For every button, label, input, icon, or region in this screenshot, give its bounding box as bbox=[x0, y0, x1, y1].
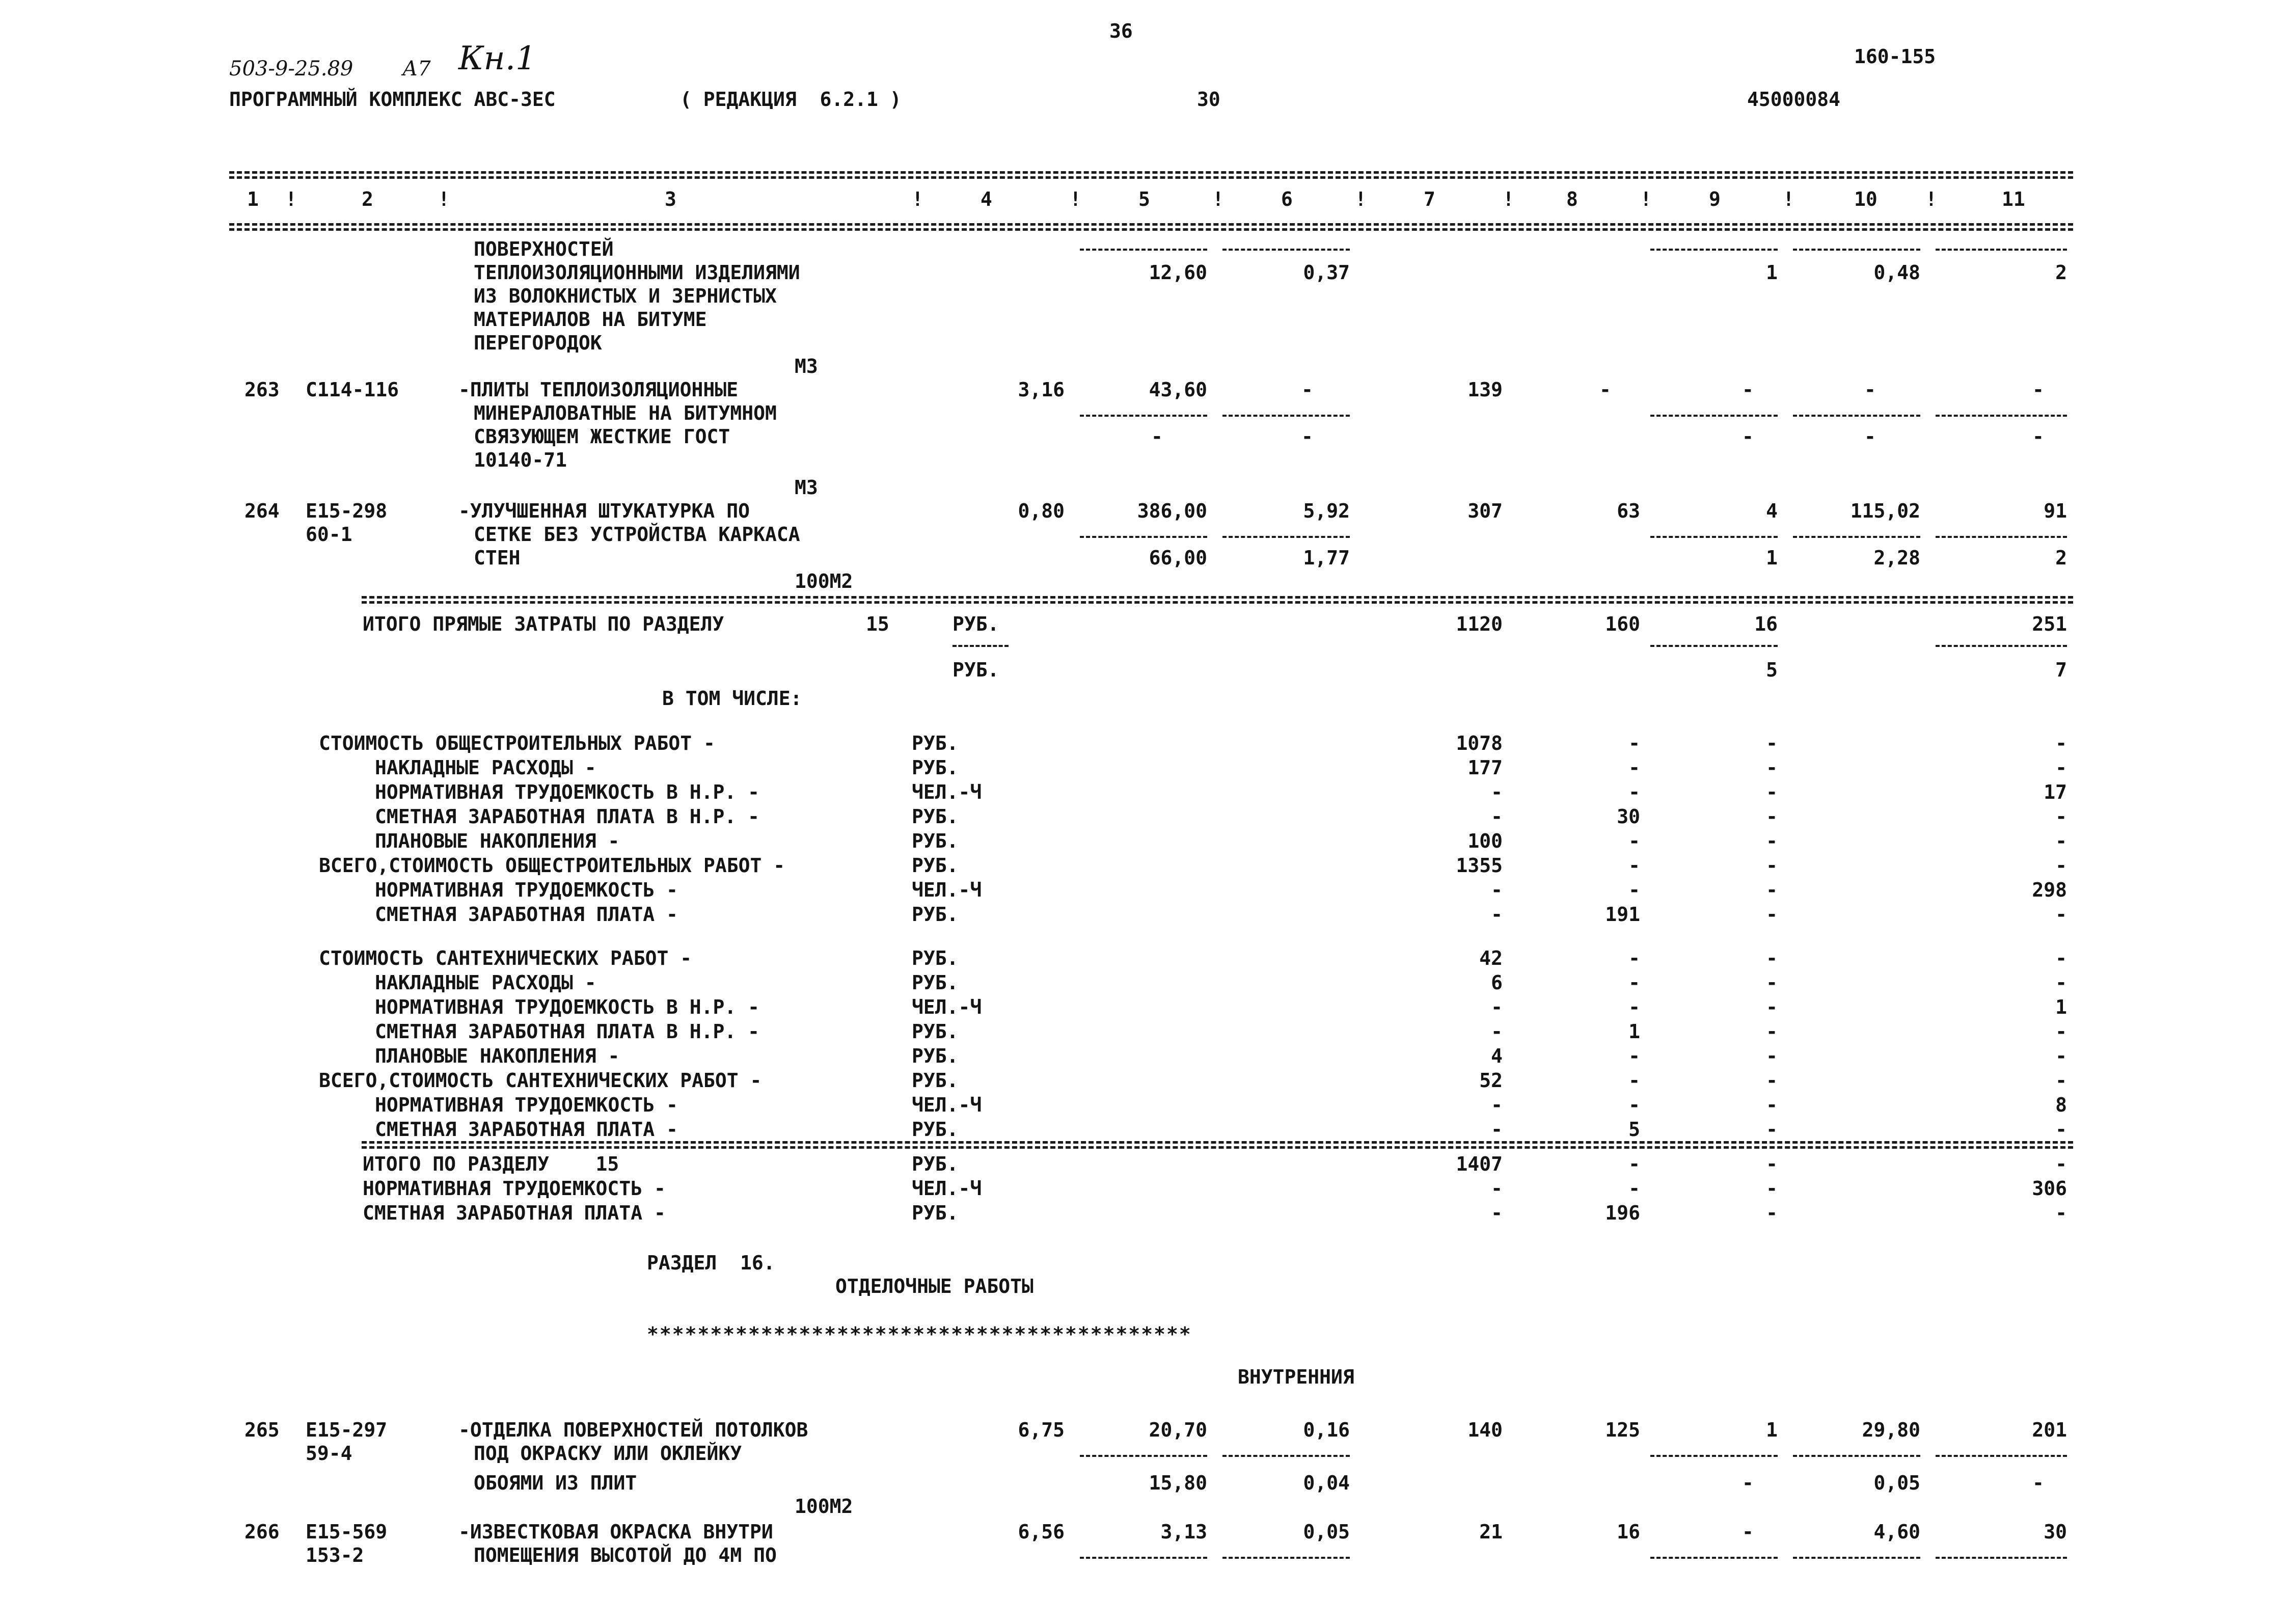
summary-unit: РУБ. bbox=[912, 1045, 959, 1067]
cell-c5-sub: 66,00 bbox=[1149, 547, 1207, 569]
cell-c10: 0,48 bbox=[1873, 261, 1920, 284]
cell-c11: - bbox=[2055, 1118, 2067, 1141]
rule bbox=[1936, 536, 2067, 538]
page-number: 36 bbox=[1109, 20, 1133, 42]
cell-c5: 12,60 bbox=[1149, 261, 1207, 284]
cell-c11: - bbox=[2055, 1202, 2067, 1224]
cell-c9: - bbox=[1766, 854, 1778, 877]
column-separator: ! bbox=[1783, 188, 1794, 210]
rule bbox=[1222, 1455, 1350, 1457]
desc-line: ПОД ОКРАСКУ ИЛИ ОКЛЕЙКУ bbox=[474, 1442, 742, 1465]
column-separator: ! bbox=[1925, 188, 1937, 210]
cell-c5-sub: 15,80 bbox=[1149, 1472, 1207, 1494]
cell-c11: 91 bbox=[2044, 500, 2067, 522]
desc-line: ПОВЕРХНОСТЕЙ bbox=[474, 238, 614, 260]
price-code-2: 59-4 bbox=[306, 1442, 352, 1465]
cell-c9: - bbox=[1766, 1020, 1778, 1043]
cell-c7: 21 bbox=[1479, 1521, 1503, 1543]
cell-c6: 0,16 bbox=[1303, 1419, 1350, 1441]
cell-c4: 0,80 bbox=[1018, 500, 1065, 522]
price-code: Е15-297 bbox=[306, 1419, 388, 1441]
column-number: 7 bbox=[1424, 188, 1435, 210]
cell-c6: 0,05 bbox=[1303, 1521, 1350, 1543]
cell-c9: - bbox=[1766, 805, 1778, 828]
cell-c11: 17 bbox=[2044, 781, 2067, 803]
cell-c7: - bbox=[1491, 903, 1503, 926]
rule bbox=[1222, 415, 1350, 417]
cell-c9: - bbox=[1766, 996, 1778, 1018]
summary-label: НОРМАТИВНАЯ ТРУДОЕМКОСТЬ В Н.Р. - bbox=[375, 996, 759, 1018]
summary-unit: ЧЕЛ.-Ч bbox=[912, 1177, 982, 1200]
cell-c5: 3,13 bbox=[1160, 1521, 1207, 1543]
summary-label: СТОИМОСТЬ ОБЩЕСТРОИТЕЛЬНЫХ РАБОТ - bbox=[319, 732, 715, 754]
row-number: 264 bbox=[244, 500, 280, 522]
cell-c11: - bbox=[2055, 903, 2067, 926]
column-number: 5 bbox=[1138, 188, 1150, 210]
cell-c7: 1078 bbox=[1456, 732, 1503, 754]
cell-c8: - bbox=[1628, 854, 1640, 877]
desc-line: СТЕН bbox=[474, 547, 521, 569]
cell-c9: - bbox=[1766, 1118, 1778, 1141]
total-section: 15 bbox=[866, 613, 889, 635]
summary-unit: РУБ. bbox=[912, 1202, 959, 1224]
price-code-2: 153-2 bbox=[306, 1544, 364, 1566]
desc-line: -УЛУЧШЕННАЯ ШТУКАТУРКА ПО bbox=[458, 500, 750, 522]
rule bbox=[1080, 415, 1207, 417]
cell-c11: - bbox=[2055, 732, 2067, 754]
cell-c11: 201 bbox=[2032, 1419, 2067, 1441]
cell-c8: - bbox=[1628, 1069, 1640, 1092]
cell-c8: - bbox=[1628, 971, 1640, 994]
rule bbox=[362, 601, 2073, 604]
cell-c11: 306 bbox=[2032, 1177, 2067, 1200]
desc-line: -ПЛИТЫ ТЕПЛОИЗОЛЯЦИОННЫЕ bbox=[458, 378, 739, 401]
rule bbox=[1222, 249, 1350, 251]
cell-c8: - bbox=[1628, 879, 1640, 901]
rule bbox=[1650, 1557, 1778, 1559]
summary-unit: РУБ. bbox=[912, 756, 959, 779]
edition: ( РЕДАКЦИЯ 6.2.1 ) bbox=[680, 88, 902, 111]
cell-c7: 100 bbox=[1467, 830, 1503, 852]
column-separator: ! bbox=[912, 188, 923, 210]
desc-line: 10140-71 bbox=[474, 449, 567, 471]
cell-c5: 43,60 bbox=[1149, 378, 1207, 401]
column-separator: ! bbox=[438, 188, 450, 210]
cell-c10: 4,60 bbox=[1873, 1521, 1920, 1543]
summary-unit: ЧЕЛ.-Ч bbox=[912, 781, 982, 803]
rule bbox=[1650, 536, 1778, 538]
cell-c8: 191 bbox=[1605, 903, 1640, 926]
desc-line: ПОМЕЩЕНИЯ ВЫСОТОЙ ДО 4М ПО bbox=[474, 1544, 777, 1566]
cell-c11: - bbox=[2055, 854, 2067, 877]
cell-c4: 3,16 bbox=[1018, 378, 1065, 401]
summary-unit: РУБ. bbox=[912, 1020, 959, 1043]
cell-c11: - bbox=[2055, 1069, 2067, 1092]
cell-c9: 1 bbox=[1766, 261, 1778, 284]
summary-unit: РУБ. bbox=[912, 830, 959, 852]
cell-c11: - bbox=[2055, 805, 2067, 828]
cell-c9: - bbox=[1766, 732, 1778, 754]
desc-line: ИЗ ВОЛОКНИСТЫХ И ЗЕРНИСТЫХ bbox=[474, 285, 777, 307]
section-sub: ВНУТРЕННИЯ bbox=[1238, 1366, 1354, 1388]
summary-label: НОРМАТИВНАЯ ТРУДОЕМКОСТЬ - bbox=[375, 1094, 678, 1116]
summary-unit: РУБ. bbox=[912, 805, 959, 828]
cell-c10: 115,02 bbox=[1850, 500, 1920, 522]
summary-label: СМЕТНАЯ ЗАРАБОТНАЯ ПЛАТА В Н.Р. - bbox=[375, 1020, 759, 1043]
summary-label: НАКЛАДНЫЕ РАСХОДЫ - bbox=[375, 756, 596, 779]
cell-c6-sub: 1,77 bbox=[1303, 547, 1350, 569]
cell-c11: 2 bbox=[2055, 261, 2067, 284]
cell-c8: 16 bbox=[1617, 1521, 1640, 1543]
summary-label: СТОИМОСТЬ САНТЕХНИЧЕСКИХ РАБОТ - bbox=[319, 947, 692, 969]
cell-c7: - bbox=[1491, 1177, 1503, 1200]
rule bbox=[1650, 645, 1778, 647]
cell-c9: - bbox=[1766, 1153, 1778, 1175]
rule bbox=[1936, 249, 2067, 251]
cell-c9: - bbox=[1742, 378, 1754, 401]
desc-line: МАТЕРИАЛОВ НА БИТУМЕ bbox=[474, 308, 707, 331]
column-number: 3 bbox=[665, 188, 676, 210]
cell-c8: - bbox=[1628, 756, 1640, 779]
summary-unit: РУБ. bbox=[912, 1118, 959, 1141]
summary-unit: ЧЕЛ.-Ч bbox=[912, 879, 982, 901]
summary-label: ПЛАНОВЫЕ НАКОПЛЕНИЯ - bbox=[375, 830, 620, 852]
summary-label: ИТОГО ПО РАЗДЕЛУ 15 bbox=[363, 1153, 619, 1175]
rule bbox=[953, 645, 1009, 647]
desc-line: МИНЕРАЛОВАТНЫЕ НА БИТУМНОМ bbox=[474, 402, 777, 424]
unit: РУБ. bbox=[953, 613, 999, 635]
summary-unit: РУБ. bbox=[912, 971, 959, 994]
summary-unit: РУБ. bbox=[912, 1069, 959, 1092]
cell-c8: 30 bbox=[1617, 805, 1640, 828]
cell-c11-sub: - bbox=[2032, 425, 2044, 448]
price-code: Е15-569 bbox=[306, 1521, 388, 1543]
row-number: 266 bbox=[244, 1521, 280, 1543]
cell-c7: - bbox=[1491, 1202, 1503, 1224]
rule bbox=[1222, 1557, 1350, 1559]
rule bbox=[1793, 415, 1920, 417]
column-number: 2 bbox=[362, 188, 373, 210]
column-number: 6 bbox=[1281, 188, 1293, 210]
unit-label: М3 bbox=[795, 476, 818, 499]
cell-c5: 386,00 bbox=[1137, 500, 1207, 522]
cell-c8: 196 bbox=[1605, 1202, 1640, 1224]
rule bbox=[1793, 1557, 1920, 1559]
cell-c11: 8 bbox=[2055, 1094, 2067, 1116]
column-separator: ! bbox=[285, 188, 297, 210]
desc-line: ПЕРЕГОРОДОК bbox=[474, 332, 602, 354]
desc-line: ОБОЯМИ ИЗ ПЛИТ bbox=[474, 1472, 637, 1494]
cell-c7: - bbox=[1491, 1118, 1503, 1141]
cell-c8: - bbox=[1628, 1153, 1640, 1175]
rule bbox=[229, 228, 2073, 231]
cell-c7: - bbox=[1491, 996, 1503, 1018]
rule bbox=[362, 1146, 2073, 1149]
cell-c8: 5 bbox=[1628, 1118, 1640, 1141]
cell-c7: 307 bbox=[1467, 500, 1503, 522]
cell-c10: 29,80 bbox=[1862, 1419, 1920, 1441]
cell-c10-sub: 2,28 bbox=[1873, 547, 1920, 569]
total-label: ИТОГО ПРЯМЫЕ ЗАТРАТЫ ПО РАЗДЕЛУ bbox=[363, 613, 724, 635]
cell-c7: 177 bbox=[1467, 756, 1503, 779]
cell-c7: - bbox=[1491, 1094, 1503, 1116]
unit-label: 100М2 bbox=[795, 570, 853, 592]
cell-c9: - bbox=[1766, 879, 1778, 901]
document-id: 45000084 bbox=[1747, 88, 1841, 111]
rule bbox=[1793, 1455, 1920, 1457]
summary-unit: РУБ. bbox=[912, 732, 959, 754]
summary-unit: РУБ. bbox=[912, 1153, 959, 1175]
cell-c11-sub: 2 bbox=[2055, 547, 2067, 569]
cell-c9: - bbox=[1766, 781, 1778, 803]
cell-c7: - bbox=[1491, 781, 1503, 803]
rule bbox=[1222, 536, 1350, 538]
rule bbox=[229, 171, 2073, 174]
cell-c10: - bbox=[1864, 378, 1876, 401]
cell-c10-sub: 0,05 bbox=[1873, 1472, 1920, 1494]
cell-c8: - bbox=[1628, 1094, 1640, 1116]
rule bbox=[362, 1141, 2073, 1144]
cell-c7: 1407 bbox=[1456, 1153, 1503, 1175]
unit-label: М3 bbox=[795, 355, 818, 377]
cell-c8: - bbox=[1628, 1177, 1640, 1200]
cell-c7: 42 bbox=[1479, 947, 1503, 969]
desc-line: СЕТКЕ БЕЗ УСТРОЙСТВА КАРКАСА bbox=[474, 523, 800, 546]
cell-c8: - bbox=[1628, 996, 1640, 1018]
doc-code: 503-9-25.89 bbox=[229, 57, 353, 80]
unit-label: 100М2 bbox=[795, 1495, 853, 1518]
rule bbox=[1080, 1557, 1207, 1559]
cell-c9: 16 bbox=[1754, 613, 1778, 635]
row-number: 263 bbox=[244, 378, 280, 401]
cell-c9-sub: - bbox=[1742, 425, 1754, 448]
rule bbox=[1650, 249, 1778, 251]
cell-c9: - bbox=[1766, 1045, 1778, 1067]
price-code-2: 60-1 bbox=[306, 523, 352, 546]
cell-c9: - bbox=[1766, 830, 1778, 852]
summary-unit: РУБ. bbox=[912, 947, 959, 969]
column-separator: ! bbox=[1212, 188, 1224, 210]
section-subtitle: ОТДЕЛОЧНЫЕ РАБОТЫ bbox=[835, 1275, 1033, 1297]
price-code: Е15-298 bbox=[306, 500, 388, 522]
rule bbox=[229, 176, 2073, 179]
column-separator: ! bbox=[1355, 188, 1367, 210]
sheet-number: 30 bbox=[1197, 88, 1220, 111]
column-separator: ! bbox=[1503, 188, 1514, 210]
summary-label: ВСЕГО,СТОИМОСТЬ САНТЕХНИЧЕСКИХ РАБОТ - bbox=[319, 1069, 762, 1092]
cell-c6-sub: - bbox=[1301, 425, 1313, 448]
rule bbox=[1936, 1557, 2067, 1559]
cell-c9-sub: - bbox=[1742, 1472, 1754, 1494]
cell-c9: - bbox=[1742, 1521, 1754, 1543]
cell-c8: - bbox=[1628, 947, 1640, 969]
cell-c11: - bbox=[2055, 1020, 2067, 1043]
cell-c9: 4 bbox=[1766, 500, 1778, 522]
cell-c9: - bbox=[1766, 947, 1778, 969]
cell-c7: 52 bbox=[1479, 1069, 1503, 1092]
rule bbox=[1936, 645, 2067, 647]
rule bbox=[1936, 415, 2067, 417]
rule bbox=[229, 223, 2073, 226]
rule bbox=[1080, 249, 1207, 251]
cell-c9-sub: 5 bbox=[1766, 659, 1778, 681]
rule bbox=[1650, 415, 1778, 417]
cell-c8: - bbox=[1628, 781, 1640, 803]
column-number: 11 bbox=[2002, 188, 2025, 210]
column-number: 4 bbox=[981, 188, 992, 210]
cell-c9: - bbox=[1766, 1094, 1778, 1116]
rule bbox=[1080, 1455, 1207, 1457]
cell-c8: 1 bbox=[1628, 1020, 1640, 1043]
rule bbox=[1650, 1455, 1778, 1457]
cell-c8: 125 bbox=[1605, 1419, 1640, 1441]
summary-unit: ЧЕЛ.-Ч bbox=[912, 996, 982, 1018]
cell-c11: - bbox=[2055, 830, 2067, 852]
desc-line: -ОТДЕЛКА ПОВЕРХНОСТЕЙ ПОТОЛКОВ bbox=[458, 1419, 808, 1441]
price-code: С114-116 bbox=[306, 378, 399, 401]
cell-c6-sub: 0,04 bbox=[1303, 1472, 1350, 1494]
cell-c11: - bbox=[2032, 378, 2044, 401]
summary-label: ВСЕГО,СТОИМОСТЬ ОБЩЕСТРОИТЕЛЬНЫХ РАБОТ - bbox=[319, 854, 785, 877]
cell-c7: 140 bbox=[1467, 1419, 1503, 1441]
summary-label: НАКЛАДНЫЕ РАСХОДЫ - bbox=[375, 971, 596, 994]
cell-c9: - bbox=[1766, 1202, 1778, 1224]
cell-c8: 160 bbox=[1605, 613, 1640, 635]
cell-c9: - bbox=[1766, 903, 1778, 926]
cell-c7: 6 bbox=[1491, 971, 1503, 994]
cell-c8: - bbox=[1599, 378, 1611, 401]
cell-c7: - bbox=[1491, 805, 1503, 828]
desc-line: -ИЗВЕСТКОВАЯ ОКРАСКА ВНУТРИ bbox=[458, 1521, 773, 1543]
cell-c11: - bbox=[2055, 947, 2067, 969]
summary-label: СМЕТНАЯ ЗАРАБОТНАЯ ПЛАТА В Н.Р. - bbox=[375, 805, 759, 828]
cell-c7: - bbox=[1491, 1020, 1503, 1043]
column-separator: ! bbox=[1070, 188, 1081, 210]
cell-c8: - bbox=[1628, 830, 1640, 852]
cell-c8: 63 bbox=[1617, 500, 1640, 522]
summary-unit: ЧЕЛ.-Ч bbox=[912, 1094, 982, 1116]
section-stars: ******************************************* bbox=[647, 1323, 1192, 1345]
cell-c11: 1 bbox=[2055, 996, 2067, 1018]
cell-c7: 4 bbox=[1491, 1045, 1503, 1067]
cell-c10-sub: - bbox=[1864, 425, 1876, 448]
cell-c9: - bbox=[1766, 1069, 1778, 1092]
cell-c11: - bbox=[2055, 756, 2067, 779]
cell-c11: 30 bbox=[2044, 1521, 2067, 1543]
summary-label: СМЕТНАЯ ЗАРАБОТНАЯ ПЛАТА - bbox=[375, 903, 678, 926]
rule bbox=[362, 596, 2073, 599]
cell-c9: 1 bbox=[1766, 1419, 1778, 1441]
desc-line: ТЕПЛОИЗОЛЯЦИОННЫМИ ИЗДЕЛИЯМИ bbox=[474, 261, 800, 284]
summary-unit: РУБ. bbox=[912, 903, 959, 926]
cell-c11-sub: - bbox=[2032, 1472, 2044, 1494]
rule bbox=[1793, 249, 1920, 251]
cell-c7: - bbox=[1491, 879, 1503, 901]
summary-unit: РУБ. bbox=[912, 854, 959, 877]
right-code: 160-155 bbox=[1854, 45, 1936, 68]
row-number: 265 bbox=[244, 1419, 280, 1441]
summary-label: СМЕТНАЯ ЗАРАБОТНАЯ ПЛАТА - bbox=[375, 1118, 678, 1141]
cell-c11: 251 bbox=[2032, 613, 2067, 635]
program-name: ПРОГРАММНЫЙ КОМПЛЕКС АВС-3ЕС bbox=[229, 88, 556, 111]
column-number: 8 bbox=[1566, 188, 1578, 210]
cell-c4: 6,75 bbox=[1018, 1419, 1065, 1441]
album-code: А7 bbox=[402, 57, 431, 80]
summary-label: НОРМАТИВНАЯ ТРУДОЕМКОСТЬ В Н.Р. - bbox=[375, 781, 759, 803]
cell-c5-sub: - bbox=[1151, 425, 1163, 448]
including-heading: В ТОМ ЧИСЛЕ: bbox=[662, 687, 802, 710]
cell-c11-sub: 7 bbox=[2055, 659, 2067, 681]
cell-c11: - bbox=[2055, 971, 2067, 994]
book-handwritten: Кн.1 bbox=[458, 40, 536, 77]
rule bbox=[1936, 1455, 2067, 1457]
cell-c11: - bbox=[2055, 1045, 2067, 1067]
cell-c7: 1355 bbox=[1456, 854, 1503, 877]
cell-c9: - bbox=[1766, 1177, 1778, 1200]
cell-c5: 20,70 bbox=[1149, 1419, 1207, 1441]
cell-c6: 0,37 bbox=[1303, 261, 1350, 284]
cell-c7: 139 bbox=[1467, 378, 1503, 401]
cell-c6: - bbox=[1301, 378, 1313, 401]
column-separator: ! bbox=[1640, 188, 1652, 210]
cell-c7: 1120 bbox=[1456, 613, 1503, 635]
summary-label: ПЛАНОВЫЕ НАКОПЛЕНИЯ - bbox=[375, 1045, 620, 1067]
section-title: РАЗДЕЛ 16. bbox=[647, 1252, 775, 1274]
column-number: 9 bbox=[1709, 188, 1721, 210]
cell-c4: 6,56 bbox=[1018, 1521, 1065, 1543]
cell-c8: - bbox=[1628, 732, 1640, 754]
cell-c9: - bbox=[1766, 756, 1778, 779]
summary-label: СМЕТНАЯ ЗАРАБОТНАЯ ПЛАТА - bbox=[363, 1202, 666, 1224]
cell-c11: - bbox=[2055, 1153, 2067, 1175]
column-number: 10 bbox=[1854, 188, 1877, 210]
rule bbox=[1080, 536, 1207, 538]
cell-c8: - bbox=[1628, 1045, 1640, 1067]
cell-c11: 298 bbox=[2032, 879, 2067, 901]
cell-c6: 5,92 bbox=[1303, 500, 1350, 522]
summary-label: НОРМАТИВНАЯ ТРУДОЕМКОСТЬ - bbox=[363, 1177, 666, 1200]
desc-line: СВЯЗУЮЩЕМ ЖЕСТКИЕ ГОСТ bbox=[474, 425, 730, 448]
rule bbox=[1793, 536, 1920, 538]
cell-c9-sub: 1 bbox=[1766, 547, 1778, 569]
unit: РУБ. bbox=[953, 659, 999, 681]
column-number: 1 bbox=[247, 188, 259, 210]
summary-label: НОРМАТИВНАЯ ТРУДОЕМКОСТЬ - bbox=[375, 879, 678, 901]
cell-c9: - bbox=[1766, 971, 1778, 994]
